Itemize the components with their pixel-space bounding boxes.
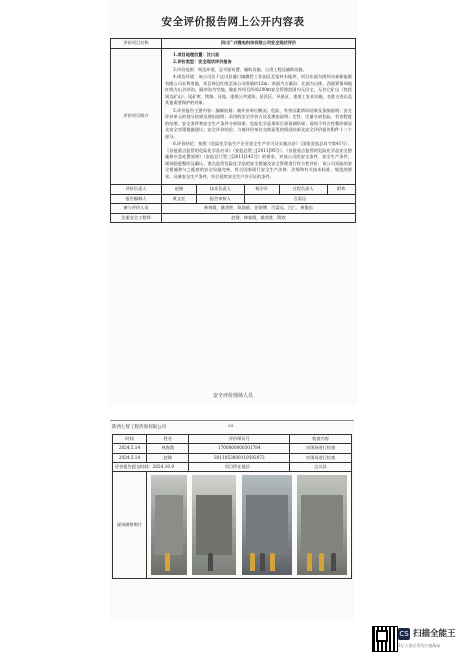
site-photo bbox=[297, 475, 347, 575]
row-name: 赵锤 bbox=[146, 453, 189, 462]
table-row bbox=[111, 185, 356, 195]
row-cert: S011053000110592972 bbox=[189, 453, 290, 462]
table-row bbox=[113, 462, 352, 471]
site-photo bbox=[192, 475, 236, 575]
staff-label-7: 注册安全工程师 bbox=[111, 213, 162, 223]
staff-name-5: 百富远 bbox=[244, 194, 355, 204]
col-cert: 评价师证号 bbox=[189, 435, 290, 444]
submit-date: 2024.10.9 bbox=[152, 463, 175, 469]
staff-label-2: 技术负责人 bbox=[196, 185, 244, 195]
org-value: 四川广兴锂电科技有限公司安全现状评价 bbox=[162, 39, 356, 49]
photo-row bbox=[113, 472, 352, 579]
photo-cell bbox=[146, 472, 351, 579]
col-name: 姓名 bbox=[146, 435, 189, 444]
photo-label: 现场勘察照片 bbox=[113, 472, 147, 579]
col-task: 检查内容 bbox=[290, 435, 352, 444]
submit-cell bbox=[113, 462, 189, 471]
table-row bbox=[111, 213, 356, 223]
location-label: 项目所在地区： bbox=[189, 462, 290, 471]
row-cert: 1700000000301784 bbox=[189, 444, 290, 453]
para-5: 5.评价报告主要内容：编制依据；被评价单位概况；危险、有害因素辨识结果及依据说明；安全评价单元的划分结果及理由说明；采用的安全评价方法及理由说明；定性、定量分析危险、有害程度的结果；安全条件和安全生产条件分析结果；危险化学品事故后果预测结果；现场不符合性整改情况及安全对策措施建议；安全评价结论；与被评价单位交换意见的情况结果及安全评价报告附件十二个部分。 bbox=[165, 107, 352, 139]
staff-name-2: 杨学军 bbox=[244, 185, 279, 195]
staff-names-7: 赵锤、林春霞、姚茂胜、附欢 bbox=[162, 213, 356, 223]
staff-label-4: 报告编制人 bbox=[111, 194, 162, 204]
content-cell bbox=[162, 48, 356, 185]
page-footer: 安全评价现场人员 bbox=[212, 393, 253, 399]
org-label: 评价项目名称 bbox=[111, 39, 162, 49]
brand-slogan: 3亿人都在用的扫描App bbox=[398, 643, 441, 648]
para-2: 2.评价类型：安全现状评价报告 bbox=[173, 59, 232, 64]
table-header-row bbox=[113, 435, 352, 444]
report-table bbox=[110, 38, 356, 223]
staff-name-3: 附欢 bbox=[327, 185, 356, 195]
table-row bbox=[111, 48, 356, 185]
para-4: 4.周边环境：该公司位于汶川县漩口镇飘哲工业园区瓦窑村水地坪，项目东面为阿坝众泰新能源有限公司未利用地，项目周边红线至该公司围墙约12m；南面为古溪沟；北面为山体，西面紧靠周地红线为山谷冲沟，隔冲沟为空地，除此外项目四周200m安全管理范围内无民宅、无其它矿山（包括周边矿山）、尾矿库、铁路、河流、重要公共建筑、居民区、风景区、重要工农业设施、名胜古迹以及其他需要保护的对象。 bbox=[165, 74, 352, 105]
staff-names-6: 林春霞、姚茂胜、陈洛韵、任晓博、百富远、吕仁、黄俊东 bbox=[162, 204, 356, 214]
staff-label-6: 参与评价人员 bbox=[111, 204, 162, 214]
table-row bbox=[113, 453, 352, 462]
row-task: 对现场进行检查 bbox=[290, 444, 352, 453]
table-row bbox=[111, 39, 356, 49]
staff-label-1: 评价负责人 bbox=[111, 185, 162, 195]
report-page-1 bbox=[108, 0, 358, 406]
table-row bbox=[111, 204, 356, 214]
row-date: 2024.5.14 bbox=[113, 444, 147, 453]
company-name: 陕西七智工程咨询有限公司 bbox=[112, 425, 166, 430]
submit-label: 评价报告提交时间： bbox=[115, 463, 153, 469]
inspection-table bbox=[112, 434, 352, 579]
row-name: 林春霞 bbox=[146, 444, 189, 453]
location-value: 汶川县 bbox=[290, 462, 352, 471]
staff-name-4: 黄文宏 bbox=[162, 194, 197, 204]
para-6: 6.评价结论：按照《危险化学品生产企业安全生产许可证实施办法》（国家安监总局令第41号）、《首批重点监管的危险化学品名录》（安监总管三[2011]95号）、《首批重点监管的危险化学品安全措施和应急处置原则》（安监总厅管三[2011]142号）的要求，对该公司的安全条件、安全生产条件、现场隐患整改及确认、重点监管危险化学品的安全措施及安全管理进行符合性评价，该公司采取的安全措施和与之配套的安全设施完善，符合国家现行安全生产法律、法规和有关技术标准、规范的要求，具备安全生产条件，符合延续安全生产许可证的条件。 bbox=[165, 141, 352, 179]
staff-label-5: 报告审核人 bbox=[196, 194, 244, 204]
page-number: 29 bbox=[228, 423, 234, 428]
camscanner-logo-icon: CS bbox=[399, 630, 409, 638]
brand-name: 扫描全能王 bbox=[413, 629, 456, 639]
staff-label-3: 过程负责人 bbox=[279, 185, 327, 195]
site-photo bbox=[242, 475, 292, 575]
site-photo bbox=[151, 475, 187, 575]
qr-code-icon bbox=[372, 626, 398, 652]
table-row bbox=[113, 444, 352, 453]
col-date: 时间 bbox=[113, 435, 147, 444]
report-page-2 bbox=[110, 420, 354, 621]
table-row bbox=[111, 194, 356, 204]
content-label: 评价项目简介 bbox=[111, 48, 162, 185]
staff-name-1: 赵锤 bbox=[162, 185, 197, 195]
para-1: 1.项目地理位置：汶川县 bbox=[173, 51, 220, 57]
page-title: 安全评价报告网上公开内容表 bbox=[161, 16, 305, 28]
para-3: 3.评价范围：周边环境、总平面布置、辅助设施、公用工程及辅助设施、 bbox=[173, 66, 307, 72]
row-task: 对现场进行检查 bbox=[290, 453, 352, 462]
row-date: 2024.5.14 bbox=[113, 453, 147, 462]
